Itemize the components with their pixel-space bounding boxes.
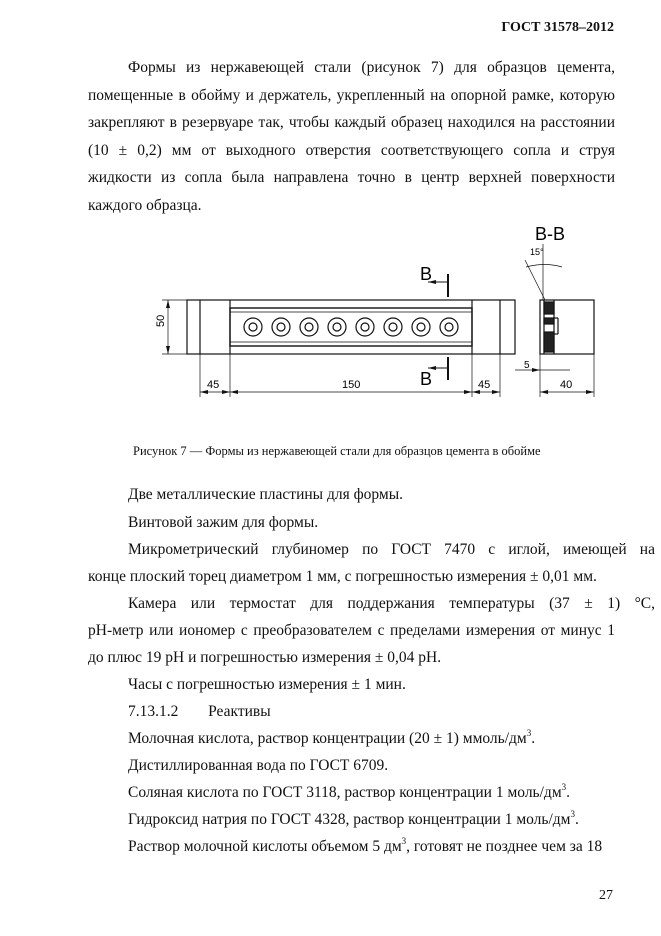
section-mark-top: В [420, 264, 433, 284]
item-clock: Часы с погрешностью измерения ± 1 мин. [128, 676, 406, 693]
item-naoh: Гидроксид натрия по ГОСТ 4328, раствор концентрации 1 моль/$дм^3$. [128, 809, 579, 828]
item-solution: Раствор молочной кислоты объемом 5 $дм^3$, готовят не позднее чем за 18 [128, 836, 603, 855]
item-chamber: Камера или термостат для поддержания температуры (37 ± 1) °С, [128, 595, 655, 612]
figure-caption: Рисунок 7 — Формы из нержавеющей стали для образцов цемента в обойме [133, 444, 541, 458]
angle-label: 15° [530, 247, 544, 257]
intro-line: закрепляют в резервуаре так, чтобы каждый образец находился на расстоянии [88, 114, 615, 131]
page-number: 27 [599, 888, 613, 903]
dim-section-small: 5 [524, 360, 530, 371]
section-title: В-В [535, 224, 566, 244]
item-clamp: Винтовой зажим для формы. [128, 514, 319, 531]
intro-line: помещенные в обойму и держатель, укрепленный на опорной рамке, которую [88, 86, 615, 104]
document-header: ГОСТ 31578–2012 [501, 20, 614, 35]
intro-paragraph [88, 54, 615, 219]
item-plates: Две металлические пластины для формы. [128, 486, 403, 503]
dim-section-width: 40 [560, 379, 573, 391]
dim-middle: 150 [342, 379, 361, 391]
section-mark-bottom: В [420, 369, 433, 389]
dim-left: 45 [207, 379, 220, 391]
item-lactic-acid: Молочная кислота, раствор концентрации (20 ± 1) ммоль/$дм^3$. [128, 728, 536, 747]
item-micrometer: Микрометрический глубиномер по ГОСТ 7470 с иглой, имеющей на [128, 541, 655, 558]
section-heading [88, 703, 655, 721]
intro-line: жидкости из сопла была направлена точно в центр верхней поверхности [88, 169, 615, 186]
item-hcl: Соляная кислота по ГОСТ 3118, раствор концентрации 1 моль/$дм^3$. [128, 782, 571, 801]
intro-line: (10 ± 0,2) мм от выходного отверстия соответствующего сопла и струя [88, 141, 615, 159]
dim-height: 50 [155, 314, 167, 327]
intro-line: каждого образца. [88, 196, 202, 214]
item-micrometer: конце плоский торец диаметром 1 мм, с погрешностью измерения ± 0,01 мм. [88, 568, 597, 585]
item-water: Дистиллированная вода по ГОСТ 6709. [128, 757, 389, 774]
dim-right: 45 [478, 379, 491, 391]
technical-drawing [150, 222, 610, 402]
sample-holes [244, 318, 458, 336]
intro-line: Формы из нержавеющей стали (рисунок 7) для образцов цемента, [128, 59, 615, 76]
section-number: 7.13.1.2 [128, 703, 179, 720]
section-title: Реактивы [208, 703, 271, 720]
mold-cassette [230, 308, 472, 346]
item-chamber: рН-метр или иономер с преобразователем с пределами измерения от минус 1 [88, 622, 615, 639]
item-chamber: до плюс 19 рН и погрешностью измерения ± 0,04 рН. [88, 649, 442, 666]
